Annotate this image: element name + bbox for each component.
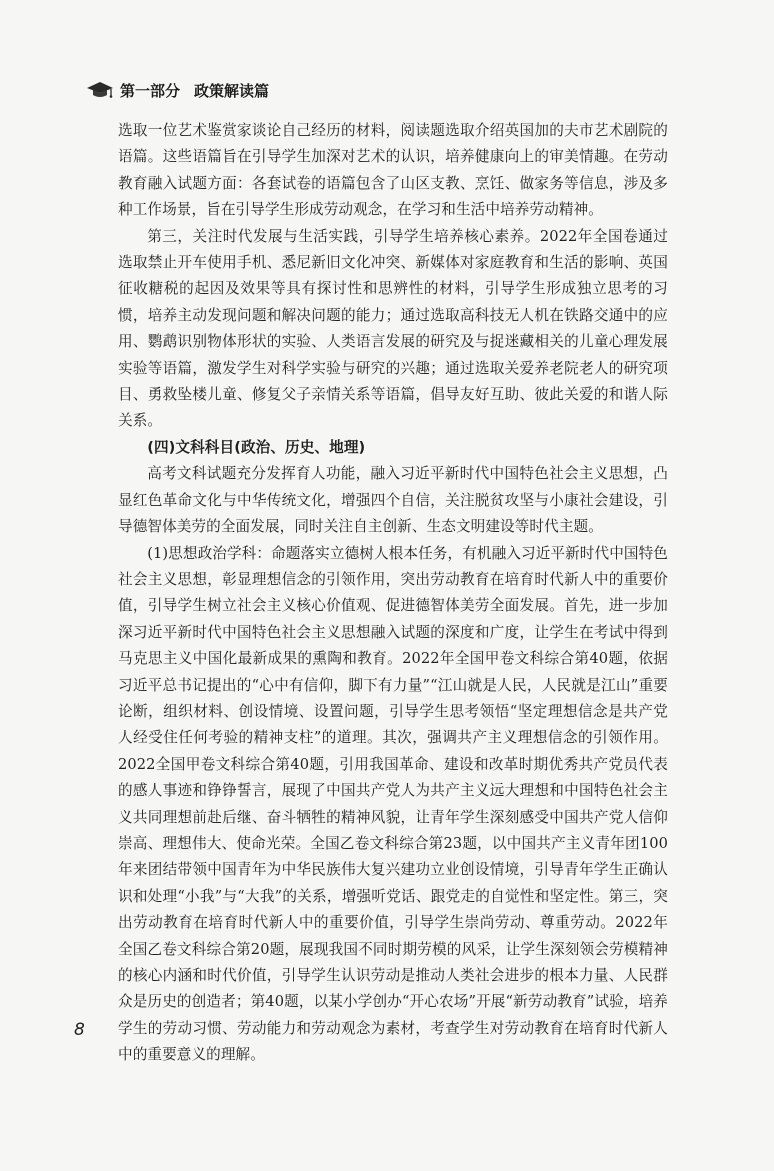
header-title: 政策解读篇 (194, 81, 270, 100)
graduation-cap-icon (86, 80, 114, 100)
paragraph-politics: (1)思想政治学科：命题落实立德树人根本任务，有机融入习近平新时代中国特色社会主义思想，彰显理想信念的引领作用，突出劳动教育在培育时代新人中的重要价值，引导学生树立社会主义核心价值观、促进德智体美劳全面发展。首先，进一步加深习近平新时代中国特色社会主义思想融入试题的深度和广度，让学生在考试中得到马克思主义中国化最新成果的熏陶和教育。2022年全国甲卷文科综合第40题，依据习近平总书记提出的“心中有信仰，脚下有力量”“江山就是人民，人民就是江山”重要论断，组织材料、创设情境、设置问题，引导学生思考领悟“坚定理想信念是共产党人经受住任何考验的精神支柱”的道理。其次，强调共产主义理想信念的引领作用。2022全国甲卷文科综合第40题，引用我国革命、建设和改革时期优秀共产党员代表的感人事迹和铮铮誓言，展现了中国共产党人为共产主义远大理想和中国特色社会主义共同理想前赴后继、奋斗牺牲的精神风貌，让青年学生深刻感受中国共产党人信仰崇高、理想伟大、使命光荣。全国乙卷文科综合第23题，以中国共产主义青年团100年来团结带领中国青年为中华民族伟大复兴建功立业创设情境，引导青年学生正确认识和处理“小我”与“大我”的关系，增强听党话、跟党走的自觉性和坚定性。第三，突出劳动教育在培育时代新人中的重要价值，引导学生崇尚劳动、尊重劳动。2022年全国乙卷文科综合第20题，展现我国不同时期劳模的风采，让学生深刻领会劳模精神的核心内涵和时代价值，引导学生认识劳动是推动人类社会进步的根本力量、人民群众是历史的创造者；第40题，以某小学创办“开心农场”开展“新劳动教育”试验，培养学生的劳动习惯、劳动能力和劳动观念为素材，考查学生对劳动教育在培育时代新人中的重要意义的理解。 (118, 544, 668, 1064)
page-number: 8 (74, 1020, 85, 1040)
paragraph-liberal-arts-intro: 高考文科试题充分发挥育人功能，融入习近平新时代中国特色社会主义思想，凸显红色革命文化与中华传统文化，增强四个自信，关注脱贫攻坚与小康社会建设，引导德智体美劳的全面发展，同时关注自主创新、生态文明建设等时代主题。 (118, 465, 668, 536)
paragraph-continuation: 选取一位艺术鉴赏家谈论自己经历的材料，阅读题选取介绍英国加的夫市艺术剧院的语篇。这些语篇旨在引导学生加深对艺术的认识，培养健康向上的审美情趣。在劳动教育融入试题方面：各套试卷的语篇包含了山区支教、烹饪、做家务等信息，涉及多种工作场景，旨在引导学生形成劳动观念，在学习和生活中培养劳动精神。 (118, 122, 668, 219)
paragraph-third-point: 第三，关注时代发展与生活实践，引导学生培养核心素养。2022年全国卷通过选取禁止开车使用手机、悉尼新旧文化冲突、新媒体对家庭教育和生活的影响、英国征收糖税的起因及效果等具有探讨性和思辨性的材料，引导学生形成独立思考的习惯，培养主动发现问题和解决问题的能力；通过选取高科技无人机在铁路交通中的应用、鹦鹉识别物体形状的实验、人类语言发展的研究及与捉迷藏相关的儿童心理发展实验等语篇，激发学生对科学实验与研究的兴趣；通过选取关爱养老院老人的研究项目、勇救坠楼儿童、修复父子亲情关系等语篇，倡导友好互助、彼此关爱的和谐人际关系。 (118, 227, 668, 430)
running-header (86, 78, 269, 102)
body-text (118, 118, 668, 1069)
header-part-label: 第一部分 (120, 81, 181, 100)
section-heading: (四)文科科目(政治、历史、地理) (147, 438, 366, 456)
